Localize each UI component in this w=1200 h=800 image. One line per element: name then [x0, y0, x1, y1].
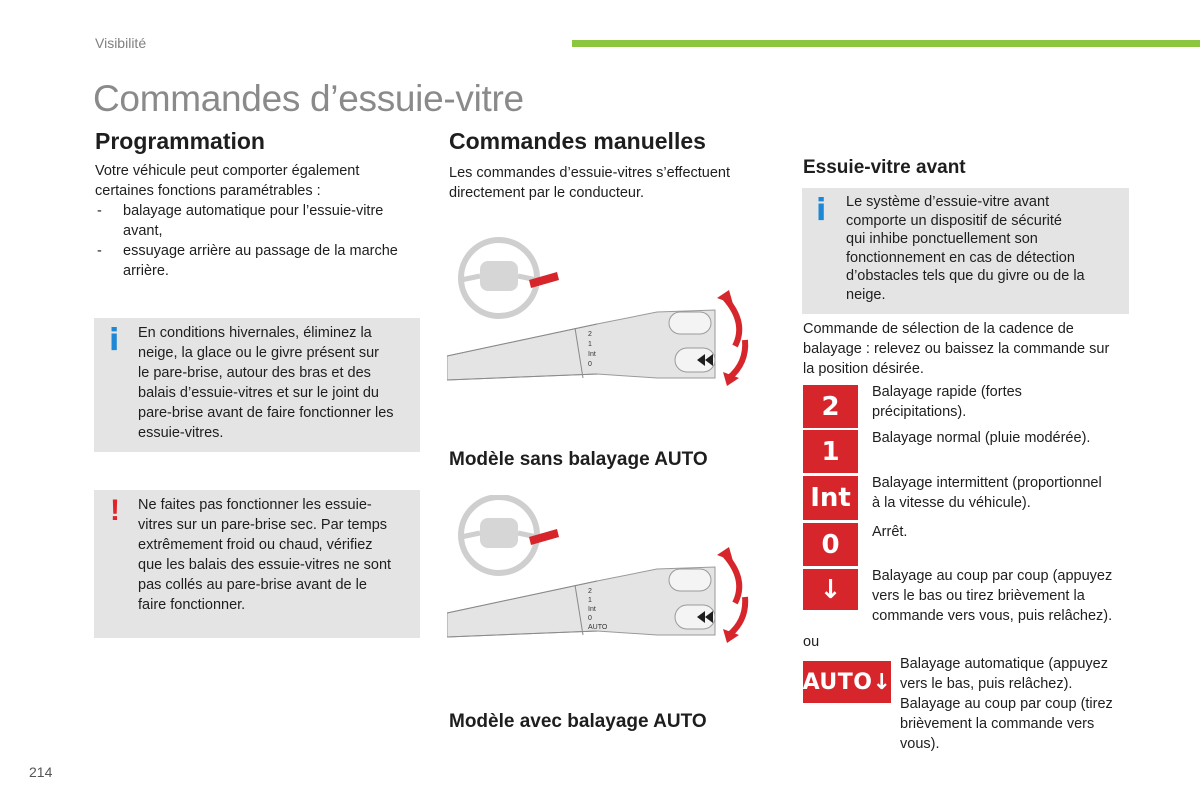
text-line: Balayage au coup par coup (appuyez	[872, 568, 1113, 584]
badge-label: Int	[810, 483, 851, 513]
note-text	[846, 193, 1126, 304]
text-line: à la vitesse du véhicule).	[872, 495, 1031, 511]
text-line: arrière.	[123, 263, 169, 279]
warning-icon: !	[110, 494, 120, 527]
text-line: faire fonctionner.	[138, 597, 246, 613]
dry-windscreen-warning-note	[94, 490, 420, 638]
position-int-badge	[803, 476, 858, 520]
text-line: Commande de sélection de la cadence de	[803, 321, 1074, 337]
auto-description	[900, 654, 1140, 754]
text-line: certaines fonctions paramétrables :	[95, 183, 321, 199]
text-line: le pare-brise, autour des bras et des	[138, 365, 371, 381]
stalk-scale-label: Int	[588, 351, 596, 358]
section-label: Visibilité	[95, 35, 147, 51]
list-item	[95, 201, 425, 241]
or-label: ou	[803, 634, 820, 650]
text-line: comporte un dispositif de sécurité	[846, 212, 1062, 229]
stalk-scale-label: AUTO	[588, 624, 608, 631]
header-accent-bar	[572, 40, 1200, 47]
text-line: d’obstacles tels que du givre ou de la	[846, 268, 1085, 284]
page-number: 214	[29, 764, 53, 780]
position-0-badge	[803, 523, 858, 566]
badge-label: 1	[821, 436, 840, 467]
badge-label: 0	[821, 529, 840, 560]
text-line: commande vers vous, puis relâchez).	[872, 608, 1113, 624]
manual-controls-intro	[449, 163, 779, 203]
text-line: - essuyage arrière au passage de la marche	[123, 243, 398, 259]
auto-badge	[803, 661, 891, 703]
text-line: vers le bas ou tirez brièvement la	[872, 588, 1085, 604]
text-line: Balayage intermittent (proportionnel	[872, 475, 1102, 491]
text-line: Balayage automatique (appuyez	[900, 656, 1108, 672]
stalk-highlight	[529, 529, 559, 545]
text-line: Ne faites pas fonctionner les essuie-	[138, 497, 372, 513]
text-line: vous).	[900, 736, 940, 752]
text-line: Balayage rapide (fortes	[872, 384, 1022, 400]
text-line: extrêmement froid ou chaud, vérifiez	[138, 537, 373, 553]
programmation-list	[95, 201, 425, 281]
model-without-auto-caption: Modèle sans balayage AUTO	[449, 449, 708, 470]
text-line: - balayage automatique pour l’essuie-vitre	[123, 203, 384, 219]
model-with-auto-caption: Modèle avec balayage AUTO	[449, 711, 707, 732]
programmation-heading: Programmation	[95, 128, 265, 154]
text-line: fonctionnement en cas de détection	[846, 249, 1075, 266]
wiper-stalk-illustration-without-auto	[447, 228, 757, 428]
text-line: directement par le conducteur.	[449, 185, 645, 201]
text-line: précipitations).	[872, 404, 967, 420]
steering-wheel-icon	[461, 497, 537, 573]
badge-label: AUTO↓	[802, 669, 892, 695]
text-line: neige, la glace ou le givre présent sur	[138, 345, 380, 361]
text-line: avant,	[123, 223, 163, 239]
text-line: pas collés au pare-brise avant de le	[138, 577, 367, 593]
text-line: En conditions hivernales, éliminez la	[138, 325, 372, 341]
text-line: que les balais des essuie-vitres ne sont	[138, 557, 392, 573]
position-2-badge	[803, 385, 858, 428]
single-wipe-description	[872, 566, 1142, 626]
text-line: Arrêt.	[872, 524, 908, 540]
stalk-scale-label: 0	[588, 361, 592, 368]
position-1-badge	[803, 430, 858, 473]
position-int-description	[872, 473, 1142, 513]
position-0-description	[872, 522, 1142, 542]
position-2-description	[872, 382, 1142, 422]
stalk-highlight	[529, 272, 559, 288]
front-wiper-info-note	[802, 188, 1129, 314]
text-line: balayage : relevez ou baissez la commande sur	[803, 341, 1110, 357]
manual-controls-heading: Commandes manuelles	[449, 128, 706, 154]
list-item	[95, 241, 425, 281]
text-line: balais d’essuie-vitres et sur le joint du	[138, 385, 379, 401]
text-line: Les commandes d’essuie-vitres s’effectuent	[449, 165, 731, 181]
info-icon: i	[816, 193, 827, 228]
stalk-scale-label: 0	[588, 615, 592, 622]
note-text	[138, 323, 418, 443]
text-line: la position désirée.	[803, 361, 924, 377]
text-line: pare-brise avant de faire fonctionner les	[138, 405, 394, 421]
page-title: Commandes d’essuie-vitre	[93, 78, 524, 119]
steering-wheel-icon	[461, 240, 537, 316]
text-line: vers le bas, puis relâchez).	[900, 676, 1073, 692]
single-wipe-badge	[803, 569, 858, 610]
programmation-intro	[95, 161, 425, 281]
stalk-scale-label: 2	[588, 331, 592, 338]
text-line: Balayage au coup par coup (tirez	[900, 696, 1113, 712]
text-line: Balayage normal (pluie modérée).	[872, 430, 1091, 446]
stalk-scale-label: 1	[588, 341, 592, 348]
position-1-description	[872, 428, 1142, 448]
info-icon: i	[109, 323, 120, 358]
wiper-stalk-illustration-with-auto	[447, 495, 757, 665]
text-line: vitres sur un pare-brise sec. Par temps	[138, 517, 388, 533]
note-text	[138, 495, 418, 615]
text-line: neige.	[846, 286, 886, 303]
cadence-intro	[803, 319, 1143, 379]
text-line: qui inhibe ponctuellement son	[846, 231, 1038, 247]
arrow-down-icon: ↓	[819, 574, 842, 605]
front-wiper-heading: Essuie-vitre avant	[803, 157, 966, 178]
text-line: essuie-vitres.	[138, 425, 224, 441]
badge-label: 2	[821, 391, 840, 422]
text-line: brièvement la commande vers	[900, 716, 1095, 732]
stalk-scale-label: Int	[588, 606, 596, 613]
stalk-scale-label: 2	[588, 588, 592, 595]
winter-info-note	[94, 318, 420, 452]
text-line: Le système d’essuie-vitre avant	[846, 194, 1050, 210]
stalk-scale-label: 1	[588, 597, 592, 604]
text-line: Votre véhicule peut comporter également	[95, 163, 360, 179]
